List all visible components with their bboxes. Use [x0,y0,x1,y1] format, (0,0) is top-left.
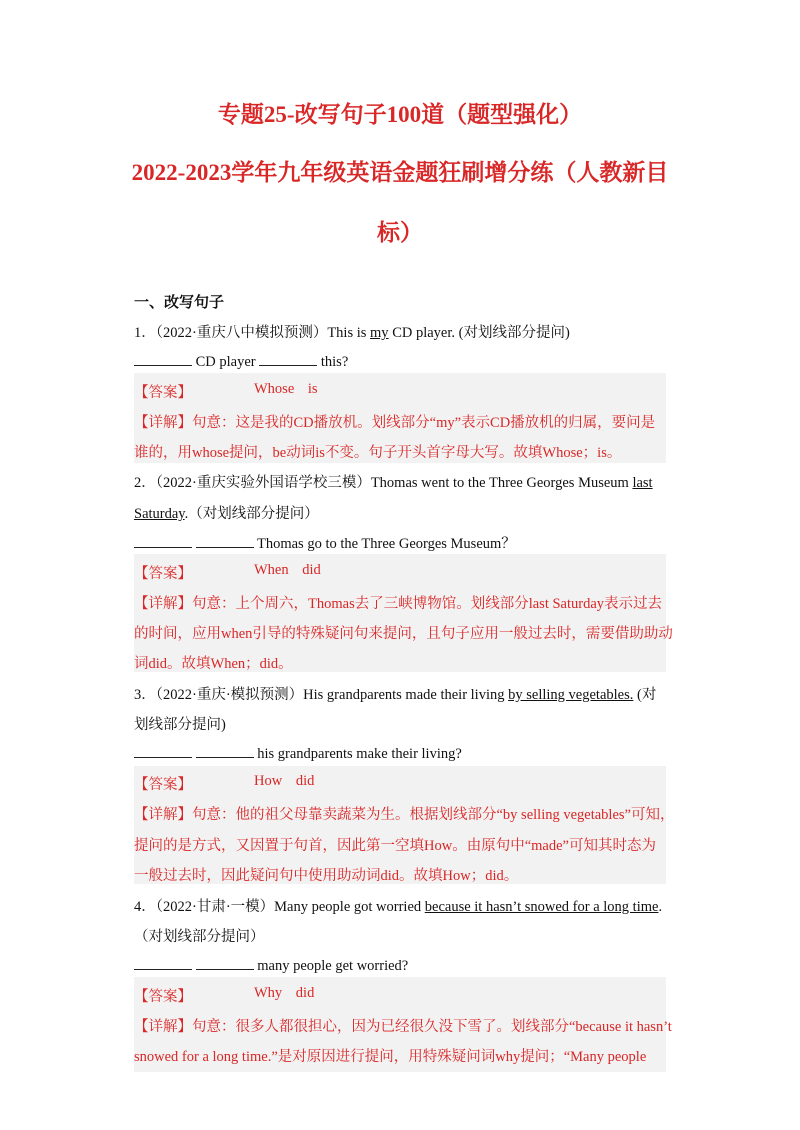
explanation-2-line-1: 【详解】句意：上个周六，Thomas去了三峡博物馆。划线部分last Saturday表示过去 [134,596,663,612]
question-2-fill-line: Thomas go to the Three Georges Museum？ [134,532,666,553]
document-title-line-1: 专题25-改写句子100道（题型强化） [217,102,583,127]
explanation-1-line-2: 谁的，用whose提问，be动词is不变。句子开头首字母大写。故填Whose；is。 [134,445,622,461]
blank[interactable] [134,351,192,366]
explanation-3-line-1: 【详解】句意：他的祖父母靠卖蔬菜为生。根据划线部分“by selling vegetables”可知， [134,807,675,823]
question-4-text: 4．（2022·甘肃·一模）Many people got worried because it hasn’t snowed for a long time. [134,899,663,915]
answer-label-3: 【答案】 [134,777,192,793]
question-4-text-cont: （对划线部分提问） [134,929,265,945]
section-heading: 一、改写句子 [134,295,225,311]
blank[interactable] [134,533,192,548]
question-4-fill-line: many people get worried? [134,955,666,975]
question-2-text: 2．（2022·重庆实验外国语学校三模）Thomas went to the Three Georges Museum last [134,475,653,491]
question-3-fill-line: his grandparents make their living? [134,743,666,763]
question-1-text: 1．（2022·重庆八中模拟预测）This is my CD player. (对划线部分提问) [134,325,570,341]
answer-1: Whose is [254,381,318,397]
blank[interactable] [196,955,254,970]
answer-2: When did [254,562,321,578]
question-3-text: 3．（2022·重庆·模拟预测）His grandparents made their living by selling vegetables. (对 [134,687,657,703]
answer-label-2: 【答案】 [134,566,192,582]
answer-label-1: 【答案】 [134,385,192,401]
explanation-2-line-3: 词did。故填When；did。 [134,656,293,672]
explanation-2-line-2: 的时间，应用when引导的特殊疑问句来提问，且句子应用一般过去时，需要借助助动 [134,626,673,642]
document-title-line-3: 标） [377,220,423,245]
blank[interactable] [196,533,254,548]
explanation-4-line-1: 【详解】句意：很多人都很担心，因为已经很久没下雪了。划线部分“because it hasn’t [134,1019,672,1035]
answer-4: Why did [254,985,315,1001]
explanation-3-line-2: 提问的是方式，又因置于句首，因此第一空填How。由原句中“made”可知其时态为 [134,838,656,854]
blank[interactable] [259,351,317,366]
question-3-text-cont: 划线部分提问) [134,717,226,733]
blank[interactable] [134,743,192,758]
answer-3: How did [254,773,315,789]
document-title-line-2: 2022-2023学年九年级英语金题狂刷增分练（人教新目 [131,160,669,185]
blank[interactable] [134,955,192,970]
question-1-fill-line: CD player this? [134,351,666,371]
explanation-1-line-1: 【详解】句意：这是我的CD播放机。划线部分“my”表示CD播放机的归属，要问是 [134,415,656,431]
blank[interactable] [196,743,254,758]
answer-label-4: 【答案】 [134,989,192,1005]
explanation-3-line-3: 一般过去时，因此疑问句中使用助动词did。故填How；did。 [134,868,519,884]
question-2-text-cont: Saturday.（对划线部分提问） [134,506,319,522]
explanation-4-line-2: snowed for a long time.”是对原因进行提问，用特殊疑问词why提问；“Many people [134,1049,647,1065]
